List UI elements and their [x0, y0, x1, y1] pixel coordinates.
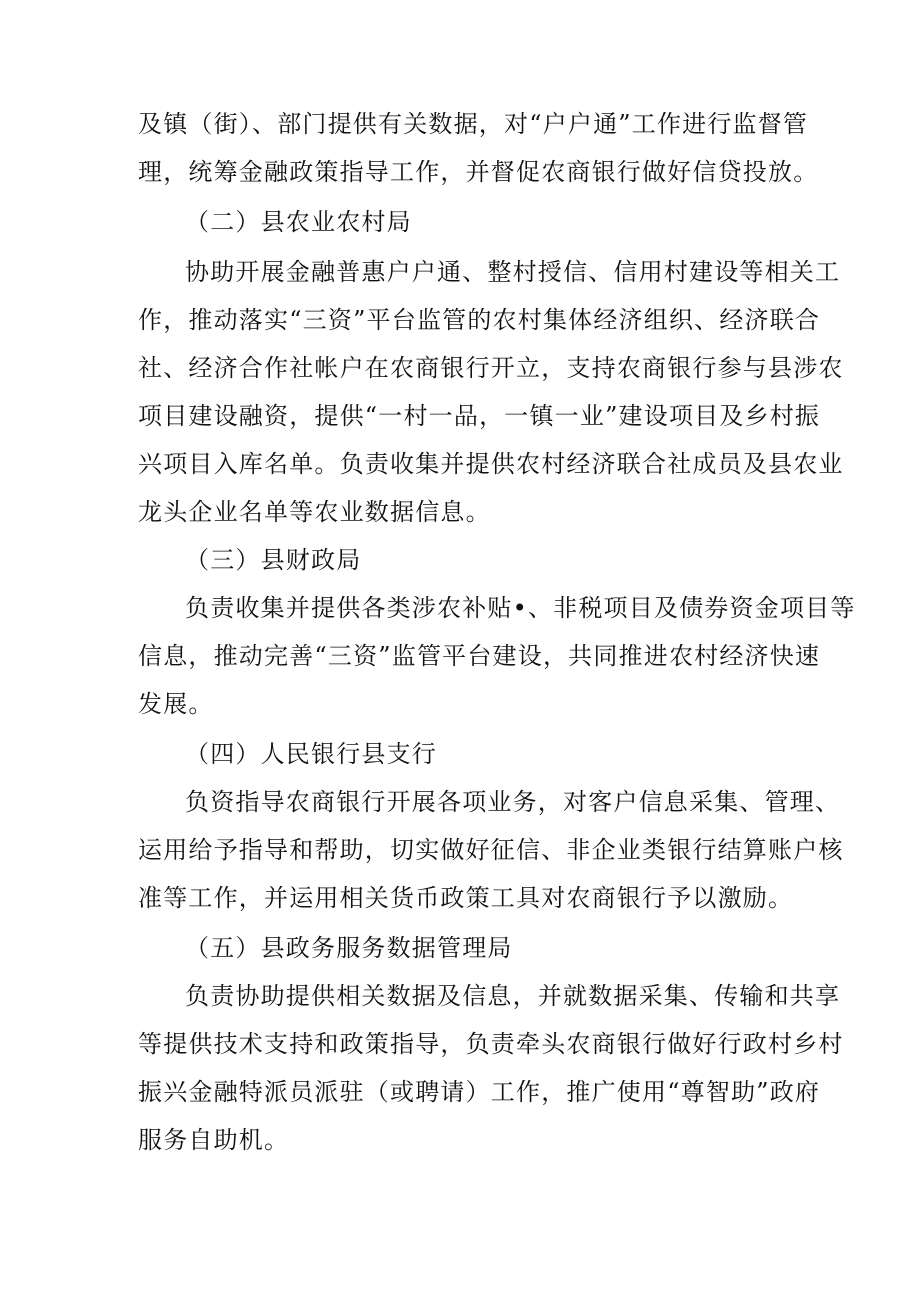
section-heading: （三）县财政局: [185, 546, 362, 574]
paragraph-line: 社、经济合作社帐户在农商银行开立，支持农商银行参与县涉农: [138, 354, 844, 382]
paragraph-line: 发展。: [138, 690, 214, 718]
paragraph-line: 等提供技术支持和政策指导，负责牵头农商银行做好行政村乡村: [138, 1030, 844, 1058]
paragraph-line: 振兴金融特派员派驻（或聘请）工作，推广使用“尊智助”政府: [138, 1078, 821, 1106]
paragraph-line: 项目建设融资，提供“一村一品，一镇一业”建设项目及乡村振: [138, 402, 821, 430]
paragraph-line: 龙头企业名单等农业数据信息。: [138, 498, 491, 526]
section-heading: （五）县政务服务数据管理局: [185, 934, 513, 962]
paragraph-line: 负资指导农商银行开展各项业务，对客户信息采集、管理、: [185, 788, 841, 816]
paragraph-line: 及镇（街）、部门提供有关数据，对“户户通”工作进行监督管: [138, 110, 809, 138]
section-heading: （二）县农业农村局: [185, 208, 412, 236]
paragraph-line: 兴项目入库名单。负责收集并提供农村经济联合社成员及县农业: [138, 450, 844, 478]
paragraph-line: 作，推动落实“三资”平台监管的农村集体经济组织、经济联合: [138, 306, 821, 334]
paragraph-line: 协助开展金融普惠户户通、整村授信、信用村建设等相关工: [185, 258, 841, 286]
section-heading: （四）人民银行县支行: [185, 740, 437, 768]
paragraph-line: 信息，推动完善“三资”监管平台建设，共同推进农村经济快速: [138, 642, 821, 670]
paragraph-line: 运用给予指导和帮助，切实做好征信、非企业类银行结算账户核: [138, 836, 844, 864]
paragraph-line: 准等工作，并运用相关货币政策工具对农商银行予以激励。: [138, 884, 794, 912]
paragraph-line: 负责协助提供相关数据及信息，并就数据采集、传输和共享: [185, 982, 841, 1010]
paragraph-line: 理，统筹金融政策指导工作，并督促农商银行做好信贷投放。: [138, 158, 819, 186]
paragraph-line: 服务自助机。: [138, 1126, 290, 1154]
paragraph-line: 负责收集并提供各类涉农补贴•、非税项目及债券资金项目等: [185, 594, 856, 622]
